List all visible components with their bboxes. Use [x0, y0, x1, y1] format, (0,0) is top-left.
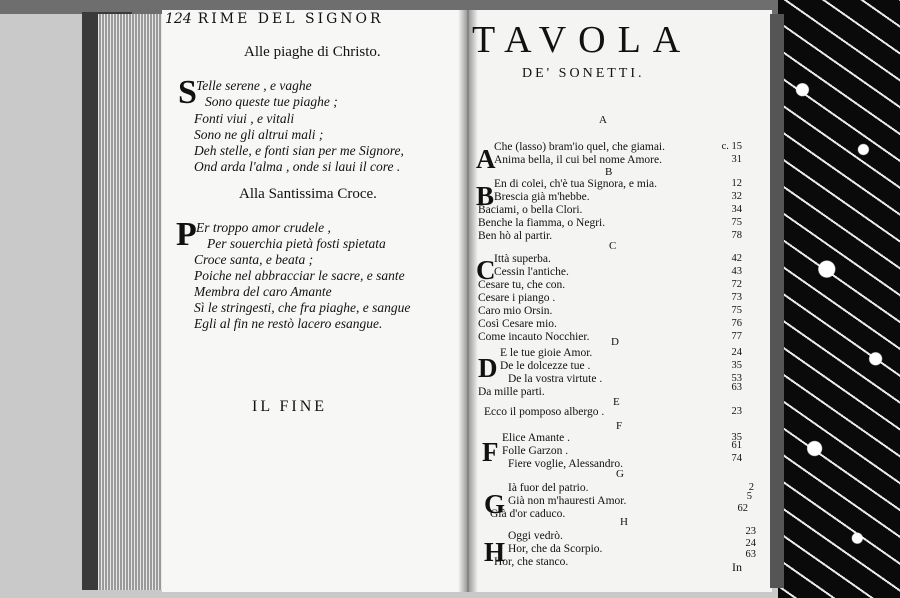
section-letter: D	[611, 336, 619, 348]
index-page-number: 42	[731, 253, 742, 264]
poem1-line: Fonti viui , e vitali	[194, 111, 295, 126]
index-entry: Hor, che da Scorpio.	[508, 543, 603, 555]
index-entry: Ià fuor del patrio.	[508, 482, 589, 494]
poem1-line: Sono queste tue piaghe ;	[205, 94, 338, 109]
poem2-line: Per souerchia pietà fosti spietata	[207, 236, 386, 251]
index-page-number: c. 15	[721, 141, 742, 152]
catchword: In	[732, 560, 742, 574]
index-page-number: 24	[731, 347, 742, 358]
poem2-dropcap: P	[176, 216, 197, 253]
book-cover-right	[770, 14, 784, 588]
index-page-number: 76	[731, 318, 742, 329]
index-entry: Folle Garzon .	[502, 445, 569, 457]
running-head	[165, 11, 384, 27]
index-page-number: 32	[731, 191, 742, 202]
index-entry: En di colei, ch'è tua Signora, e mia.	[494, 178, 658, 190]
index-entry: Così Cesare mio.	[478, 318, 557, 330]
poem1-line: Telle serene , e vaghe	[196, 78, 312, 93]
index-entry: De la vostra virtute .	[508, 373, 603, 385]
index-page-number: 5	[746, 491, 752, 502]
page-number: 124	[165, 11, 192, 27]
book-gutter	[458, 10, 478, 592]
poem1-title: Alle piaghe di Christo.	[244, 44, 381, 60]
index-page-number: 23	[745, 526, 756, 537]
index-page-number: 12	[731, 178, 742, 189]
index-page-number: 75	[731, 305, 742, 316]
section-letter: C	[609, 240, 617, 252]
section-letter: B	[605, 166, 613, 178]
index-entry: Ittà superba.	[494, 253, 551, 265]
index-entry: Brescia già m'hebbe.	[494, 191, 590, 203]
index-entry: Benche la fiamma, o Negri.	[478, 217, 606, 229]
index-entry: Hor, che stanco.	[494, 556, 569, 568]
poem1-line: Sono ne gli altrui mali ;	[194, 127, 324, 142]
index-page-number: 77	[731, 331, 742, 342]
poem2-title: Alla Santissima Croce.	[239, 186, 377, 202]
section-letter: E	[613, 396, 620, 408]
index-page-number: 24	[745, 538, 756, 549]
running-head-title: RIME DEL SIGNOR	[197, 11, 384, 27]
index-dropcap: A	[476, 144, 496, 174]
index-dropcap: C	[476, 255, 496, 285]
index-entry: Da mille parti.	[478, 386, 545, 398]
index-entry: Ecco il pomposo albergo .	[484, 406, 605, 418]
poem1-dropcap: S	[178, 74, 197, 111]
index-entry: Cesare tu, che con.	[478, 279, 566, 291]
index-dropcap: G	[484, 489, 506, 519]
index-page-number: 63	[745, 549, 756, 560]
index-title: TAVOLA	[472, 19, 693, 61]
section-letter: A	[599, 114, 607, 126]
index-page-number: 2	[748, 482, 754, 493]
index-dropcap: H	[484, 537, 506, 567]
index-entry: Oggi vedrò.	[508, 530, 563, 542]
index-page-number: 61	[731, 440, 742, 451]
index-entry: De le dolcezze tue .	[500, 360, 591, 372]
poem2-line: Poiche nel abbracciar le sacre, e sante	[194, 268, 405, 283]
index-page-number: 43	[731, 266, 742, 277]
index-entry: Anima bella, il cui bel nome Amore.	[494, 154, 662, 166]
poem1-line: Deh stelle, e fonti sian per me Signore,	[194, 143, 404, 158]
index-page-number: 78	[731, 230, 742, 241]
il-fine: IL FINE	[252, 398, 328, 415]
poem2-line: Egli al fin ne restò lacero esangue.	[194, 316, 383, 331]
index-entry: E le tue gioie Amor.	[500, 347, 593, 359]
section-letter: G	[616, 468, 624, 480]
poem2-line: Croce santa, e beata ;	[194, 252, 314, 267]
index-entry: Che (lasso) bram'io quel, che giamai.	[494, 141, 666, 153]
index-page-number: 74	[731, 453, 742, 464]
index-page-number: 23	[731, 406, 742, 417]
index-page-number: 62	[737, 503, 748, 514]
index-entry: Cessin l'antiche.	[494, 266, 569, 278]
index-page-number: 34	[731, 204, 742, 215]
index-page-number: 75	[731, 217, 742, 228]
poem2-line: Sì le stringesti, che fra piaghe, e sangue	[194, 300, 411, 315]
index-page-number: 35	[731, 432, 742, 443]
index-page-number: 63	[731, 382, 742, 393]
poem2-line: Er troppo amor crudele ,	[196, 220, 331, 235]
index-entry: Già d'or caduco.	[490, 508, 566, 520]
index-dropcap: B	[476, 181, 495, 211]
index-entry: Cesare i piango .	[478, 292, 556, 304]
poem1-line: Ond arda l'alma , onde si laui il core .	[194, 159, 401, 174]
index-entry: Come incauto Nocchier.	[478, 331, 590, 343]
index-entry: Fiere voglie, Alessandro.	[508, 458, 623, 470]
index-page-number: 72	[731, 279, 742, 290]
section-letter: F	[616, 420, 623, 432]
index-entry: Elice Amante .	[502, 432, 571, 444]
index-page-number: 35	[731, 360, 742, 371]
index-entry: Baciami, o bella Clori.	[478, 204, 583, 216]
index-page-number: 31	[731, 154, 742, 165]
index-entry: Già non m'hauresti Amor.	[508, 495, 627, 507]
index-dropcap: D	[478, 353, 498, 383]
index-dropcap: F	[482, 437, 499, 467]
index-subtitle: DE' SONETTI.	[522, 66, 645, 81]
index-entry: Caro mio Orsin.	[478, 305, 553, 317]
marbled-board	[778, 0, 900, 598]
page-edges	[98, 14, 168, 590]
index-page-number: 73	[731, 292, 742, 303]
index-page-number: 53	[731, 373, 742, 384]
index-entry: Ben hò al partir.	[478, 230, 553, 242]
poem2-line: Membra del caro Amante	[194, 284, 332, 299]
section-letter: H	[620, 516, 628, 528]
